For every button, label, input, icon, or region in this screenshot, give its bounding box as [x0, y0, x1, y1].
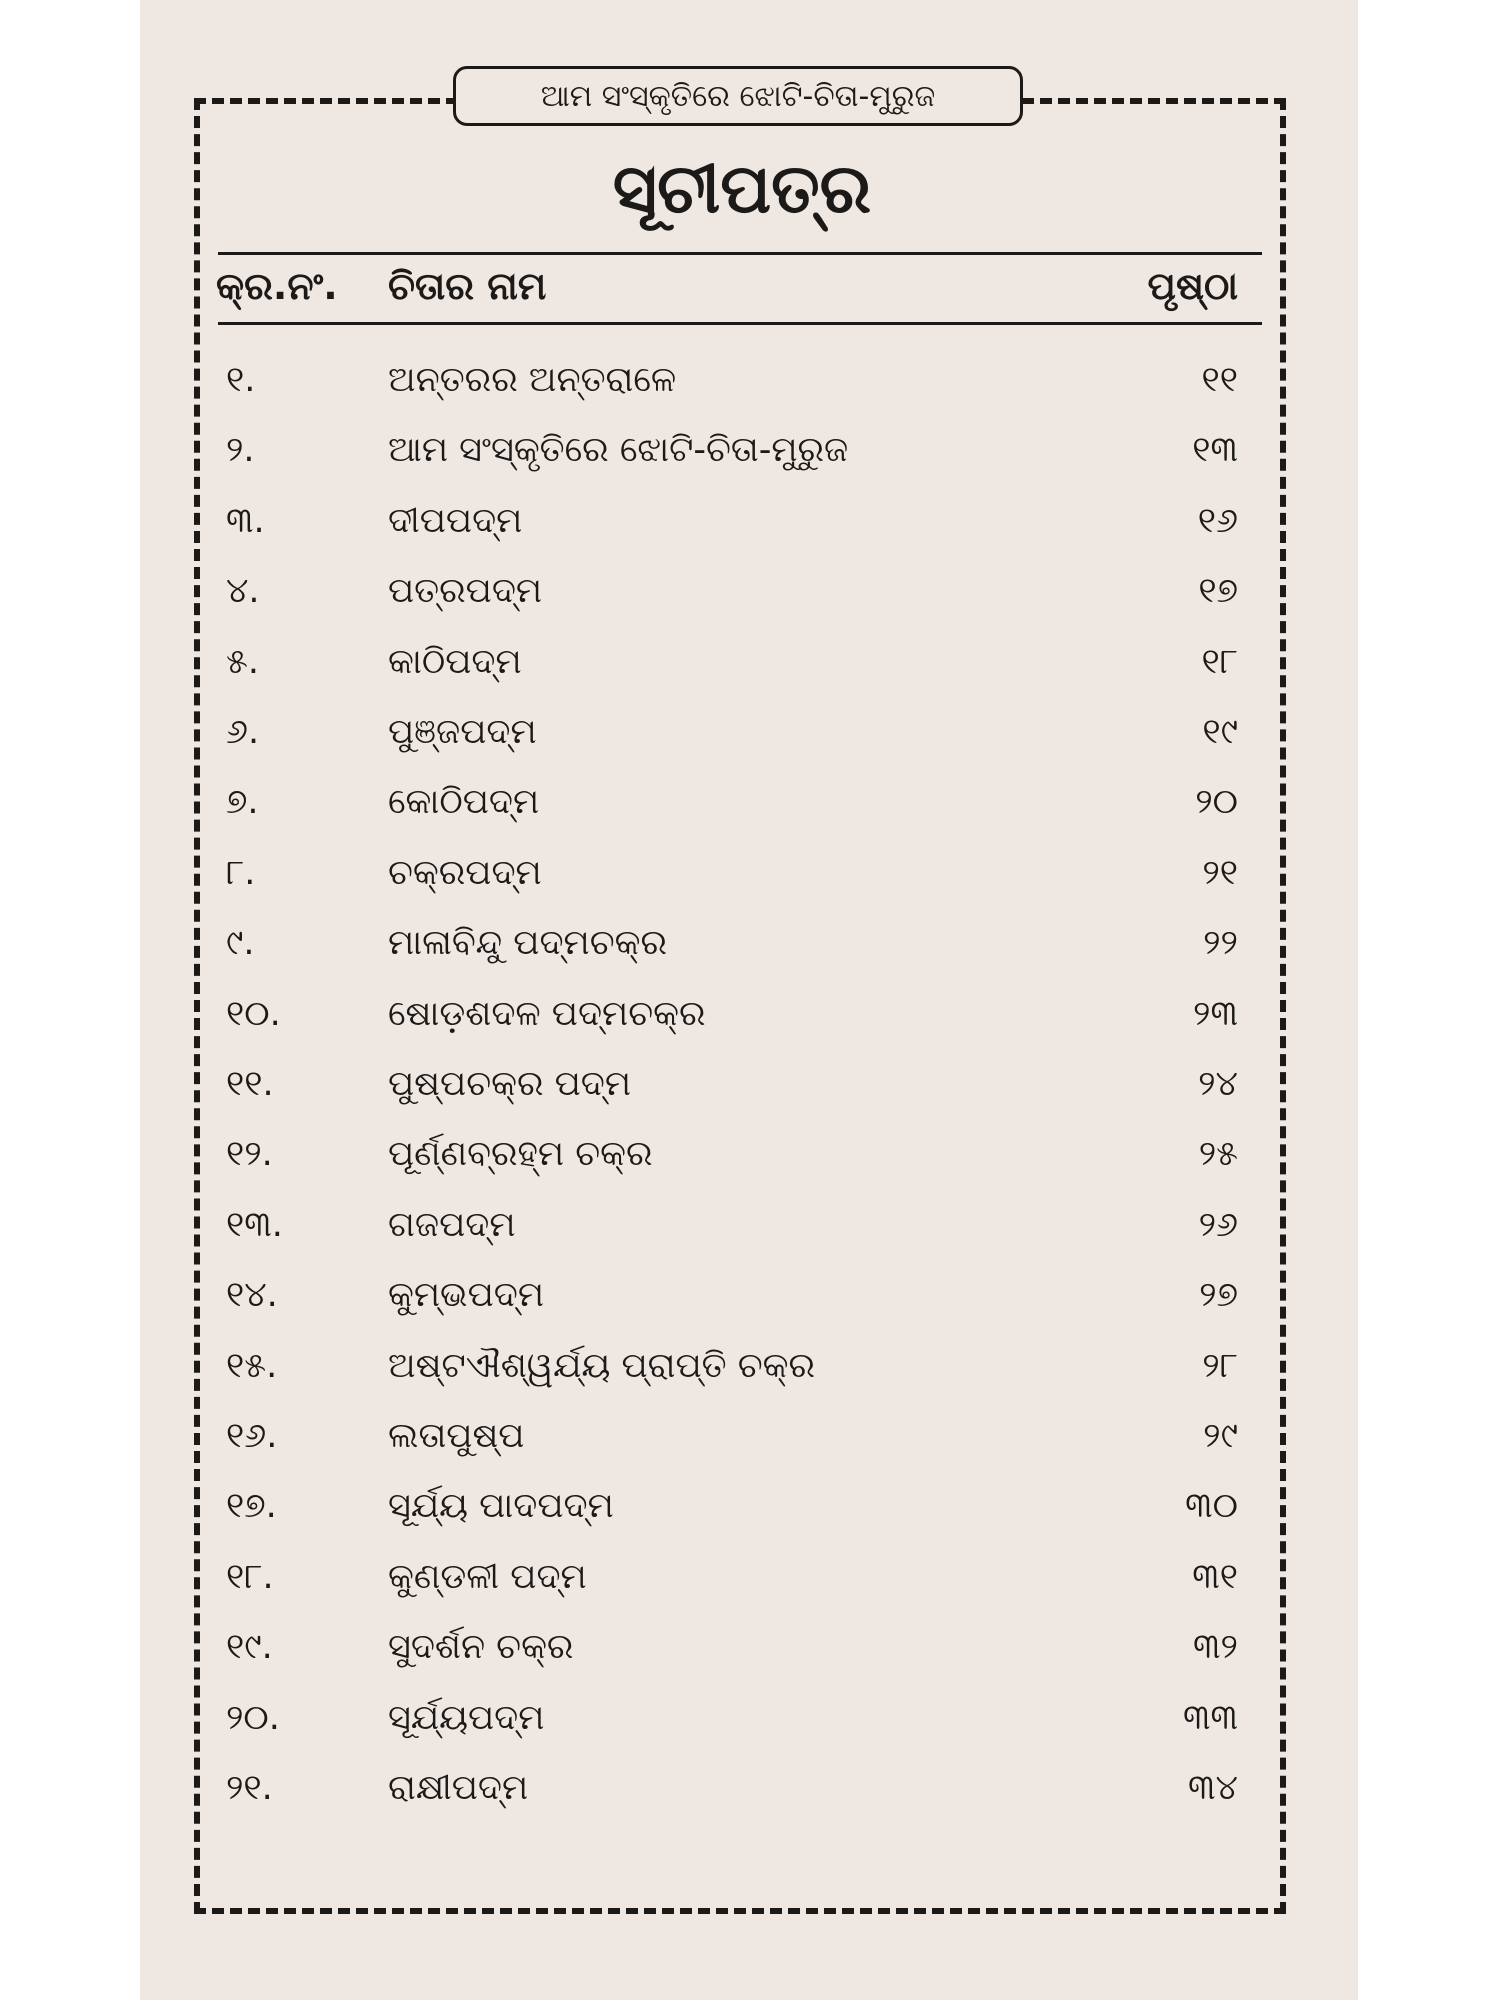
entry-number: ୨. — [226, 430, 255, 471]
entry-number: ୬. — [226, 712, 260, 752]
running-header — [453, 66, 1023, 126]
list-item — [0, 984, 1500, 1054]
entry-number: ୩. — [226, 500, 265, 541]
entry-page-number: ୧୯ — [1202, 712, 1238, 752]
entry-number: ୧. — [226, 360, 256, 400]
entry-number: ୧୮. — [226, 1556, 274, 1597]
column-header-page: ପୃଷ୍ଠା — [1147, 264, 1238, 308]
entry-title: ରାକ୍ଷୀପଦ୍ମ — [388, 1768, 529, 1808]
entry-number: ୧୭. — [226, 1486, 277, 1527]
entry-title: ଷୋଡ଼ଶଦଳ ପଦ୍ମଚକ୍ର — [388, 993, 706, 1034]
entry-title: କୋଠିପଦ୍ମ — [388, 782, 540, 823]
entry-page-number: ୧୭ — [1198, 571, 1238, 612]
entry-page-number: ୩୧ — [1192, 1556, 1238, 1597]
list-item — [0, 1265, 1500, 1335]
list-item — [0, 1547, 1500, 1617]
entry-number: ୭. — [226, 782, 259, 823]
list-item — [0, 1054, 1500, 1124]
page-title: ସୂଚୀପତ୍ର — [612, 150, 872, 229]
header-top-rule — [218, 252, 1262, 255]
header-bottom-rule — [218, 322, 1262, 325]
entry-number: ୧୨. — [226, 1134, 273, 1175]
entry-number: ୯. — [226, 923, 255, 964]
entry-title: ଦୀପପଦ୍ମ — [388, 500, 523, 541]
entry-page-number: ୧୩ — [1192, 430, 1238, 471]
entry-title: ଲତାପୁଷ୍ପ — [388, 1416, 525, 1456]
entry-title: ମାଳାବିନ୍ଦୁ ପଦ୍ମଚକ୍ର — [388, 923, 667, 964]
entry-title: ପୂର୍ଣ୍ଣବ୍ରହ୍ମ ଚକ୍ର — [388, 1134, 653, 1175]
entry-page-number: ୨୧ — [1202, 852, 1238, 893]
entry-title: ଅଷ୍ଟଐଶ୍ୱର୍ଯ୍ୟ ପ୍ରାପ୍ତି ଚକ୍ର — [388, 1345, 815, 1386]
entry-page-number: ୨୦ — [1195, 782, 1238, 823]
list-item — [0, 350, 1500, 420]
entry-page-number: ୨୬ — [1198, 1204, 1238, 1245]
column-header-name: ଚିତାର ନାମ — [388, 264, 547, 308]
entry-page-number: ୩୪ — [1188, 1768, 1238, 1808]
entry-number: ୧୦. — [226, 993, 281, 1034]
list-item — [0, 420, 1500, 490]
entry-title: ପୁଞ୍ଜପଦ୍ମ — [388, 712, 537, 752]
entry-number: ୧୩. — [226, 1204, 283, 1245]
entry-title: ଚକ୍ରପଦ୍ମ — [388, 852, 542, 893]
entry-title: କୁଣ୍ଡଳୀ ପଦ୍ମ — [388, 1556, 587, 1597]
list-item — [0, 1758, 1500, 1828]
list-item — [0, 1124, 1500, 1194]
list-item — [0, 913, 1500, 983]
entry-number: ୧୯. — [226, 1627, 273, 1668]
list-item — [0, 632, 1500, 702]
entry-number: ୧୪. — [226, 1275, 278, 1316]
list-item — [0, 1476, 1500, 1546]
entry-title: ଆମ ସଂସ୍କୃତିରେ ଝୋଟି-ଚିତା-ମୁରୁଜ — [388, 430, 849, 471]
entry-number: ୧୫. — [226, 1345, 278, 1386]
entry-page-number: ୨୯ — [1203, 1416, 1238, 1456]
entry-title: ପତ୍ରପଦ୍ମ — [388, 571, 543, 612]
entry-number: ୪. — [226, 571, 260, 612]
running-header-text: ଆମ ସଂସ୍କୃତିରେ ଝୋଟି-ଚିତା-ମୁରୁଜ — [540, 78, 936, 114]
entry-title: କାଠିପଦ୍ମ — [388, 641, 522, 682]
entry-page-number: ୩୩ — [1182, 1697, 1238, 1738]
entry-page-number: ୨୪ — [1198, 1064, 1238, 1104]
entry-title: କୁମ୍ଭପଦ୍ମ — [388, 1275, 545, 1316]
list-item — [0, 1406, 1500, 1476]
entry-page-number: ୧୬ — [1197, 500, 1238, 541]
list-item — [0, 1688, 1500, 1758]
entry-number: ୫. — [226, 641, 259, 682]
entry-title: ସୂର୍ଯ୍ୟପଦ୍ମ — [388, 1697, 545, 1738]
list-item — [0, 1336, 1500, 1406]
entry-page-number: ୨୮ — [1202, 1345, 1238, 1386]
entry-page-number: ୩୨ — [1193, 1627, 1238, 1668]
list-item — [0, 1617, 1500, 1687]
entry-number: ୧୧. — [226, 1064, 274, 1104]
entry-page-number: ୨୫ — [1198, 1134, 1238, 1175]
column-header-serial: କ୍ର.ନଂ. — [216, 264, 338, 308]
entry-number: ୧୬. — [226, 1416, 278, 1456]
entry-title: ସୁଦର୍ଶନ ଚକ୍ର — [388, 1627, 574, 1668]
entry-page-number: ୧୧ — [1201, 360, 1238, 400]
list-item — [0, 702, 1500, 772]
list-item — [0, 561, 1500, 631]
list-item — [0, 1195, 1500, 1265]
entry-page-number: ୧୮ — [1201, 641, 1238, 682]
list-item — [0, 772, 1500, 842]
entry-title: ସୂର୍ଯ୍ୟ ପାଦପଦ୍ମ — [388, 1486, 614, 1527]
entry-title: ଅନ୍ତରର ଅନ୍ତରାଳେ — [388, 360, 677, 400]
entry-page-number: ୨୨ — [1203, 923, 1238, 964]
entry-number: ୮. — [226, 852, 256, 893]
entry-number: ୨୧. — [226, 1768, 273, 1808]
list-item — [0, 843, 1500, 913]
entry-page-number: ୨୭ — [1199, 1275, 1238, 1316]
entry-title: ପୁଷ୍ପଚକ୍ର ପଦ୍ମ — [388, 1064, 632, 1104]
entry-number: ୨୦. — [226, 1697, 280, 1738]
list-item — [0, 491, 1500, 561]
entry-title: ଗଜପଦ୍ମ — [388, 1204, 516, 1245]
entry-page-number: ୨୩ — [1193, 993, 1238, 1034]
entry-page-number: ୩୦ — [1185, 1486, 1238, 1527]
